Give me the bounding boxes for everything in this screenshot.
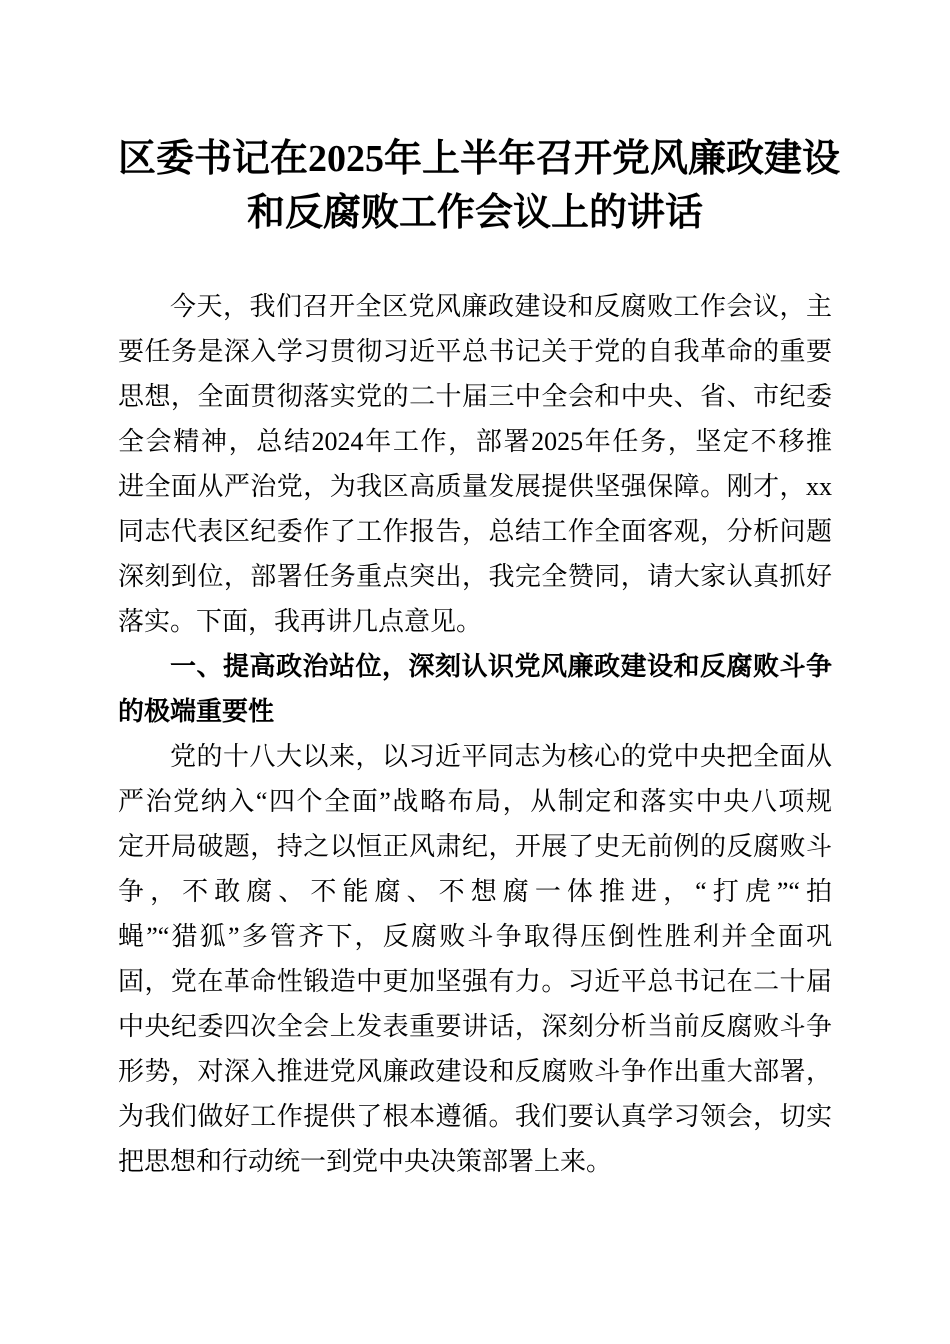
body-line: 进全面从严治党，为我区高质量发展提供坚强保障。刚才，xx xyxy=(118,472,832,501)
body-line: 争，不敢腐、不能腐、不想腐一体推进，“打虎”“拍 xyxy=(118,877,832,906)
section-heading-line: 一、提高政治站位，深刻认识党风廉政建设和反腐败斗争 xyxy=(170,651,832,681)
body-line: 深刻到位，部署任务重点突出，我完全赞同，请大家认真抓好 xyxy=(118,562,832,591)
body-line: 固，党在革命性锻造中更加坚强有力。习近平总书记在二十届 xyxy=(118,967,832,996)
body-line: 今天，我们召开全区党风廉政建设和反腐败工作会议，主 xyxy=(170,292,832,321)
body-line: 全会精神，总结2024年工作，部署2025年任务，坚定不移推 xyxy=(118,427,832,456)
body-line: 形势，对深入推进党风廉政建设和反腐败斗争作出重大部署， xyxy=(118,1057,832,1086)
body-line: 同志代表区纪委作了工作报告，总结工作全面客观，分析问题 xyxy=(118,517,832,546)
body-line: 把思想和行动统一到党中央决策部署上来。 xyxy=(118,1147,613,1176)
body-line: 中央纪委四次全会上发表重要讲话，深刻分析当前反腐败斗争 xyxy=(118,1012,832,1041)
paragraph-1 xyxy=(118,284,832,644)
body-line: 为我们做好工作提供了根本遵循。我们要认真学习领会，切实 xyxy=(118,1102,832,1131)
document-content xyxy=(118,0,841,1184)
document-body xyxy=(118,284,832,1184)
title-line-1: 区委书记在2025年上半年召开党风廉政建设 xyxy=(118,138,841,180)
paragraph-2 xyxy=(118,734,832,1184)
body-line: 思想，全面贯彻落实党的二十届三中全会和中央、省、市纪委 xyxy=(118,382,832,411)
body-line: 蝇”“猎狐”多管齐下，反腐败斗争取得压倒性胜利并全面巩 xyxy=(118,922,832,951)
body-line: 严治党纳入“四个全面”战略布局，从制定和落实中央八项规 xyxy=(118,787,832,816)
section-heading-line: 的极端重要性 xyxy=(118,696,275,726)
body-line: 要任务是深入学习贯彻习近平总书记关于党的自我革命的重要 xyxy=(118,337,832,366)
body-line: 党的十八大以来，以习近平同志为核心的党中央把全面从 xyxy=(170,742,832,771)
title-line-2: 和反腐败工作会议上的讲话 xyxy=(246,192,703,234)
body-line: 定开局破题，持之以恒正风肃纪，开展了史无前例的反腐败斗 xyxy=(118,832,832,861)
body-line: 落实。下面，我再讲几点意见。 xyxy=(118,607,483,636)
section-heading-1 xyxy=(118,644,832,734)
document-title xyxy=(118,132,841,240)
